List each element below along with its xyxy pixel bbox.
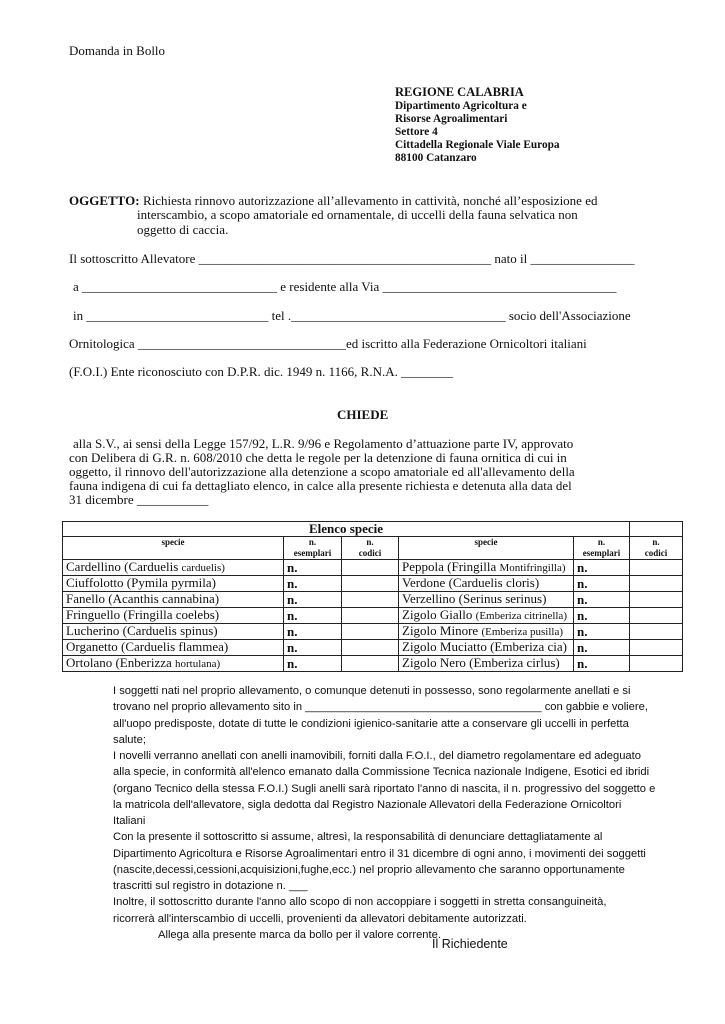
species-name-cell: Lucherino (Carduelis spinus) bbox=[63, 624, 284, 640]
esemplari-cell[interactable]: n. bbox=[284, 608, 342, 624]
header-specie-left: specie bbox=[63, 537, 284, 560]
addressee-sector: Settore 4 bbox=[395, 126, 438, 138]
esemplari-cell[interactable]: n. bbox=[574, 592, 630, 608]
note-line: ricorrerà all'interscambio di uccelli, provenienti da allevatori debitamente autorizzati. bbox=[113, 912, 527, 925]
header-esemplari-n: n. bbox=[597, 537, 606, 547]
stamp-note: Domanda in Bollo bbox=[69, 43, 166, 58]
subject-text-2: interscambio, a scopo amatoriale ed ornamentale, di uccelli della fauna selvatica non bbox=[137, 207, 578, 222]
species-name-cell: Zigolo Giallo (Emberiza citrinella) bbox=[399, 608, 574, 624]
addressee-city: 88100 Catanzaro bbox=[395, 152, 477, 164]
note-line: (nascite,decessi,cessioni,acquisizioni,fughe,ecc.) nel proprio allevamento che saranno opportunamente bbox=[113, 863, 625, 876]
species-title-row bbox=[63, 522, 683, 537]
header-codici-label: codici bbox=[358, 548, 382, 558]
signature-label: Il Richiedente bbox=[432, 937, 508, 951]
note-line: Dipartimento Agricoltura e Risorse Agroalimentari entro il 31 dicembre di ogni anno, i movimenti dei soggetti bbox=[113, 847, 646, 860]
addressee-dept-1: Dipartimento Agricoltura e bbox=[395, 100, 527, 112]
note-line: Italiani bbox=[113, 815, 146, 827]
esemplari-cell[interactable]: n. bbox=[284, 576, 342, 592]
codici-cell[interactable] bbox=[630, 608, 683, 624]
codici-cell[interactable] bbox=[342, 608, 399, 624]
species-name-cell: Zigolo Nero (Emberiza cirlus) bbox=[399, 656, 574, 672]
form-line-foi: (F.O.I.) Ente riconosciuto con D.P.R. dic. 1949 n. 1166, R.N.A. ________ bbox=[69, 364, 454, 379]
header-codici-label: codici bbox=[644, 548, 668, 558]
species-name-cell: Verdone (Carduelis cloris) bbox=[399, 576, 574, 592]
esemplari-cell[interactable]: n. bbox=[284, 656, 342, 672]
esemplari-cell[interactable]: n. bbox=[574, 640, 630, 656]
table-row bbox=[63, 592, 683, 608]
form-line-association: Ornitologica ________________________________ed iscritto alla Federazione Ornicoltori italiani bbox=[69, 336, 587, 351]
note-line: Con la presente il sottoscritto si assume, altresì, la responsabilità di denunciare dettagliatamente al bbox=[113, 831, 603, 844]
esemplari-cell[interactable]: n. bbox=[574, 576, 630, 592]
species-header-row bbox=[63, 537, 683, 560]
esemplari-cell[interactable]: n. bbox=[574, 608, 630, 624]
subject-label: OGGETTO: bbox=[69, 193, 140, 208]
note-line-attachment: Allega alla presente marca da bollo per il valore corrente. bbox=[158, 928, 441, 941]
notes-block bbox=[113, 683, 656, 943]
form-line-address: a ______________________________ e residente alla Via ____________________________________ bbox=[73, 279, 617, 294]
species-name-cell: Zigolo Minore (Emberiza pusilla) bbox=[399, 624, 574, 640]
note-line: trovano nel proprio allevamento sito in ______________________________________ con gabbie e voliere, bbox=[113, 701, 648, 714]
codici-cell[interactable] bbox=[342, 624, 399, 640]
codici-cell[interactable] bbox=[630, 640, 683, 656]
addressee-region: REGIONE CALABRIA bbox=[395, 85, 524, 99]
request-line-5: 31 dicembre ___________ bbox=[69, 492, 209, 507]
header-esemplari-label: esemplari bbox=[582, 548, 621, 558]
empty-cell bbox=[630, 522, 683, 537]
note-line: trascritti sul registro in dotazione n. ___ bbox=[113, 880, 308, 892]
species-name-cell: Organetto (Carduelis flammea) bbox=[63, 640, 284, 656]
request-heading: CHIEDE bbox=[337, 407, 389, 422]
esemplari-cell[interactable]: n. bbox=[284, 592, 342, 608]
species-name-cell: Peppola (Fringilla Montifringilla) bbox=[399, 560, 574, 576]
header-codici-n: n. bbox=[366, 537, 374, 547]
note-line: (organo Tecnico della stessa F.O.I.) Sugli anelli sarà riportato l'anno di nascita, il n. progressivo del soggetto e bbox=[113, 782, 656, 795]
header-codici-n: n. bbox=[652, 537, 660, 547]
codici-cell[interactable] bbox=[342, 592, 399, 608]
header-esemplari-label: esemplari bbox=[293, 548, 332, 558]
esemplari-cell[interactable]: n. bbox=[284, 640, 342, 656]
addressee-address: Cittadella Regionale Viale Europa bbox=[395, 139, 560, 151]
codici-cell[interactable] bbox=[342, 576, 399, 592]
esemplari-cell[interactable]: n. bbox=[574, 560, 630, 576]
species-name-cell: Fringuello (Fringilla coelebs) bbox=[63, 608, 284, 624]
request-line-4: fauna indigena di cui fa dettagliato elenco, in calce alla presente richiesta e detenuta alla data del bbox=[69, 478, 572, 493]
species-name-cell: Fanello (Acanthis cannabina) bbox=[63, 592, 284, 608]
header-esemplari-right bbox=[574, 537, 630, 560]
table-row bbox=[63, 656, 683, 672]
esemplari-cell[interactable]: n. bbox=[284, 560, 342, 576]
codici-cell[interactable] bbox=[630, 560, 683, 576]
note-line: alla specie, in conformità all'elenco emanato dalla Commissione Tecnica nazionale Indigene, Esotici ed ibridi bbox=[113, 766, 650, 779]
note-line: la matricola dell'allevatore, sigla dedotta dal Registro Nazionale Allevatori della Federazione Ornicoltori bbox=[113, 798, 622, 811]
table-row bbox=[63, 560, 683, 576]
header-specie-right: specie bbox=[399, 537, 574, 560]
note-line: salute; bbox=[113, 733, 146, 746]
addressee-dept-2: Risorse Agroalimentari bbox=[395, 113, 508, 125]
esemplari-cell[interactable]: n. bbox=[284, 624, 342, 640]
species-table bbox=[62, 521, 683, 672]
species-table-title: Elenco specie bbox=[63, 522, 630, 537]
form-line-breeder: Il sottoscritto Allevatore _____________________________________________ nato il ________________ bbox=[69, 251, 635, 266]
codici-cell[interactable] bbox=[630, 576, 683, 592]
esemplari-cell[interactable]: n. bbox=[574, 624, 630, 640]
esemplari-cell[interactable]: n. bbox=[574, 656, 630, 672]
codici-cell[interactable] bbox=[630, 624, 683, 640]
species-name-cell: Zigolo Muciatto (Emberiza cia) bbox=[399, 640, 574, 656]
note-line: I novelli verranno anellati con anelli inamovibili, forniti dalla F.O.I., del diametro regolamentare ed adeguato bbox=[113, 750, 641, 762]
subject-text-3: oggetto di caccia. bbox=[137, 222, 229, 237]
table-row bbox=[63, 576, 683, 592]
codici-cell[interactable] bbox=[630, 592, 683, 608]
species-name-cell: Cardellino (Carduelis carduelis) bbox=[63, 560, 284, 576]
request-line-3: oggetto, il rinnovo dell'autorizzazione alla detenzione a scopo amatoriale ed all'allevamento della bbox=[69, 464, 575, 479]
note-line: Inoltre, il sottoscritto durante l'anno allo scopo di non accoppiare i soggetti in stretta consanguineità, bbox=[113, 896, 607, 909]
note-line: all'uopo predisposte, dotate di tutte le condizioni igienico-sanitarie atte a conservare gli uccelli in perfetta bbox=[113, 717, 629, 730]
request-line-2: con Delibera di G.R. n. 608/2010 che detta le regole per la detenzione di fauna ornitica di cui in bbox=[69, 450, 567, 465]
codici-cell[interactable] bbox=[630, 656, 683, 672]
species-name-cell: Ciuffolotto (Pymila pyrmila) bbox=[63, 576, 284, 592]
species-name-cell: Ortolano (Enberizza hortulana) bbox=[63, 656, 284, 672]
codici-cell[interactable] bbox=[342, 560, 399, 576]
note-line: I soggetti nati nel proprio allevamento, o comunque detenuti in possesso, sono regolarmente anellati e si bbox=[113, 685, 631, 697]
header-codici-right bbox=[630, 537, 683, 560]
species-name-cell: Verzellino (Serinus serinus) bbox=[399, 592, 574, 608]
table-row bbox=[63, 608, 683, 624]
header-codici-left bbox=[342, 537, 399, 560]
form-line-phone: in ____________________________ tel ._________________________________ socio dell'Associazione bbox=[73, 308, 631, 323]
table-row bbox=[63, 624, 683, 640]
codici-cell[interactable] bbox=[342, 640, 399, 656]
table-row bbox=[63, 640, 683, 656]
codici-cell[interactable] bbox=[342, 656, 399, 672]
header-esemplari-left bbox=[284, 537, 342, 560]
subject-text-1: Richiesta rinnovo autorizzazione all’allevamento in cattività, nonché all’esposizione ed bbox=[143, 193, 598, 208]
header-esemplari-n: n. bbox=[308, 537, 317, 547]
request-line-1: alla S.V., ai sensi della Legge 157/92, L.R. 9/96 e Regolamento d’attuazione parte IV, approvato bbox=[73, 436, 574, 451]
